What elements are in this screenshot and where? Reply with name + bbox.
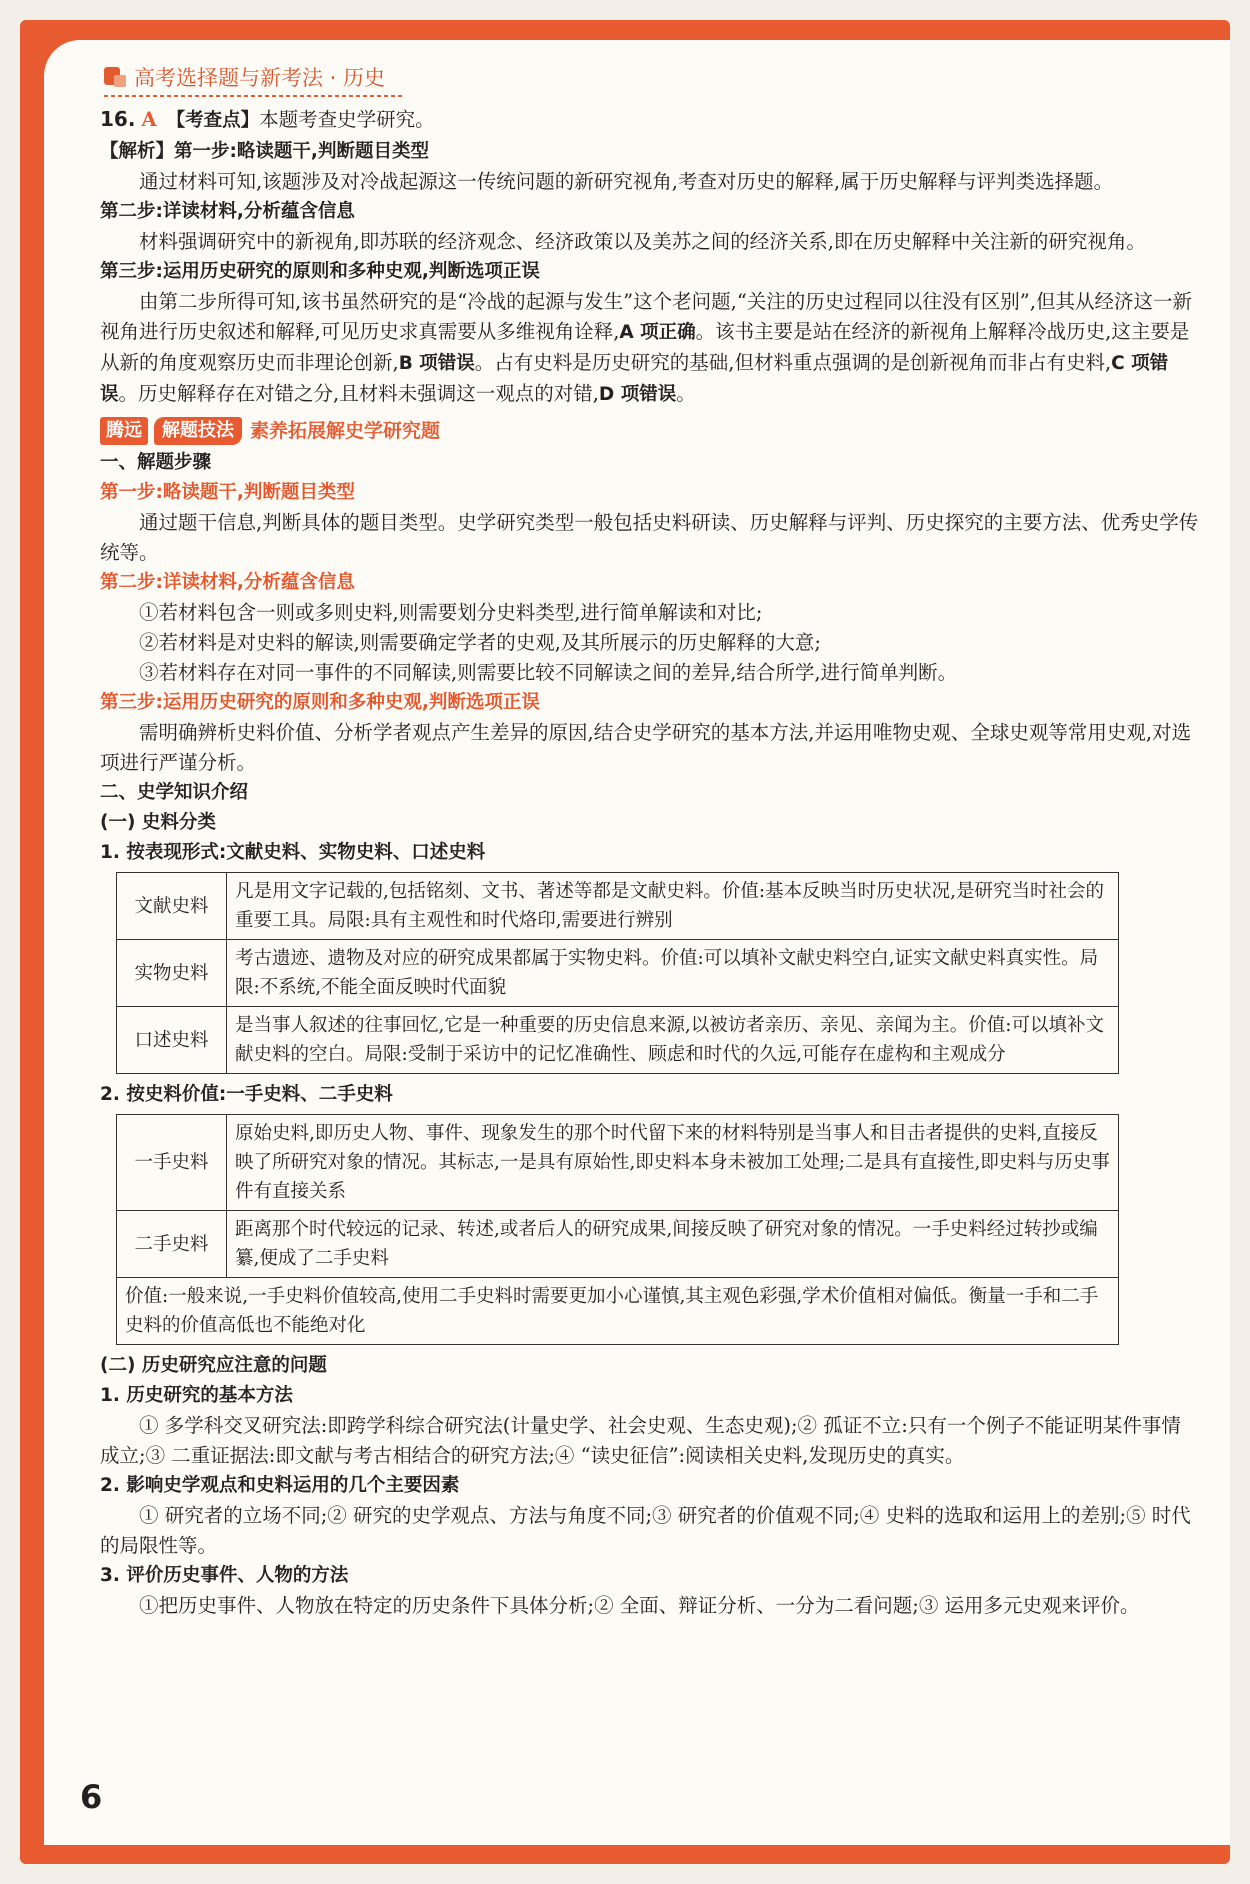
step1-text: 通过材料可知,该题涉及对冷战起源这一传统问题的新研究视角,考查对历史的解释,属于历史解释与评判类选择题。 — [139, 170, 1114, 193]
step3-text — [100, 287, 1200, 410]
table-key: 二手史料 — [117, 1211, 227, 1278]
source-value-table — [116, 1114, 1119, 1345]
step2-title: 第二步:详读材料,分析蕴含信息 — [100, 201, 355, 222]
table-key: 一手史料 — [117, 1115, 227, 1211]
option-b-verdict: B 项错误 — [398, 353, 475, 374]
analysis-step1-heading — [100, 136, 1200, 167]
table-note: 价值:一般来说,一手史料价值较高,使用二手史料时需要更加小心谨慎,其主观色彩强,学术价值相对偏低。衡量一手和二手史料的价值高低也不能绝对化 — [117, 1278, 1119, 1345]
brand-badge: 腾远 — [100, 417, 148, 445]
header-title: 高考选择题与新考法 · 历史 — [134, 66, 386, 90]
point3-text: ①把历史事件、人物放在特定的历史条件下具体分析;② 全面、辩证分析、一分为二看问题;③ 运用多元史观来评价。 — [139, 1594, 1140, 1617]
table-key: 实物史料 — [117, 940, 227, 1007]
method-step2-title: 第二步:详读材料,分析蕴含信息 — [100, 572, 355, 593]
table-value: 凡是用文字记载的,包括铭刻、文书、著述等都是文献史料。价值:基本反映当时历史状况,是研究当时社会的重要工具。局限:具有主观性和时代烙印,需要进行辨别 — [227, 873, 1119, 940]
step2-text: 材料强调研究中的新视角,即苏联的经济观念、经济政策以及美苏之间的经济关系,即在历史解释中关注新的研究视角。 — [139, 230, 1146, 253]
main-content — [100, 104, 1200, 1621]
table-row — [117, 1211, 1119, 1278]
method-banner — [100, 416, 1200, 446]
method-step1-title: 第一步:略读题干,判断题目类型 — [100, 482, 355, 503]
book-icon — [104, 67, 126, 87]
step3-text-a: 由第二步所得可知,该书虽然研究的是“冷战的起源与发生”这个老问题,“关注的历史过程同以往没有区别”,但其从经济这一新视角进行历史叙述和解释,可见历史求真需要从多维视角诠释, — [100, 290, 1192, 343]
step3-end: 。 — [676, 382, 696, 405]
kaodian-label: 【考查点】 — [166, 110, 260, 131]
method-badge: 解题技法 — [154, 417, 242, 445]
method-step1-text: 通过题干信息,判断具体的题目类型。史学研究类型一般包括史料研读、历史解释与评判、历史探究的主要方法、优秀史学传统等。 — [100, 511, 1199, 564]
section-heading-1: 一、解题步骤 — [100, 452, 212, 473]
table-value: 原始史料,即历史人物、事件、现象发生的那个时代留下来的材料特别是当事人和目击者提供的史料,直接反映了所研究对象的情况。其标志,一是具有原始性,即史料本身未被加工处理;二是具有直接性,即史料与历史事件有直接关系 — [227, 1115, 1119, 1211]
point1-title: 1. 历史研究的基本方法 — [100, 1385, 293, 1406]
method-step2-item: ②若材料是对史料的解读,则需要确定学者的史观,及其所展示的历史解释的大意; — [139, 631, 821, 654]
step1-title: 第一步:略读题干,判断题目类型 — [174, 141, 429, 162]
table-row — [117, 1278, 1119, 1345]
table-row — [117, 1007, 1119, 1074]
source-form-table — [116, 872, 1119, 1074]
section-heading-2: 二、史学知识介绍 — [100, 782, 249, 803]
method-step2-item: ③若材料存在对同一事件的不同解读,则需要比较不同解读之间的差异,结合所学,进行简单判断。 — [139, 661, 958, 684]
point3-title: 3. 评价历史事件、人物的方法 — [100, 1565, 349, 1586]
step3-text-b: 。该书主要是站在经济的新视角上解释冷战历史,这主要是从新的角度观察历史而非理论创新, — [100, 320, 1190, 374]
method-step3-text: 需明确辨析史料价值、分析学者观点产生差异的原因,结合史学研究的基本方法,并运用唯物史观、全球史观等常用史观,对选项进行严谨分析。 — [100, 721, 1192, 774]
option-c-verdict: C 项错误 — [100, 353, 1169, 405]
table-key: 口述史料 — [117, 1007, 227, 1074]
option-d-verdict: D 项错误 — [598, 384, 677, 405]
point1-text: ① 多学科交叉研究法:即跨学科综合研究法(计量史学、社会史观、生态史观);② 孤证不立:只有一个例子不能证明某件事情成立;③ 二重证据法:即文献与考古相结合的研究方法;④ “读史征信”:阅读相关史料,发现历史的真实。 — [100, 1414, 1181, 1467]
table-value: 距离那个时代较远的记录、转述,或者后人的研究成果,间接反映了研究对象的情况。一手史料经过转抄或编纂,便成了二手史料 — [227, 1211, 1119, 1278]
subsection-heading-1: (一) 史料分类 — [100, 812, 216, 833]
question-answer: A — [141, 108, 157, 131]
subsection-heading-2: (二) 历史研究应注意的问题 — [100, 1355, 327, 1376]
header-divider — [104, 95, 404, 97]
table-value: 考古遗迹、遗物及对应的研究成果都属于实物史料。价值:可以填补文献史料空白,证实文献史料真实性。局限:不系统,不能全面反映时代面貌 — [227, 940, 1119, 1007]
table-row — [117, 1115, 1119, 1211]
question-number: 16. — [100, 107, 136, 131]
point2-text: ① 研究者的立场不同;② 研究的史学观点、方法与角度不同;③ 研究者的价值观不同;④ 史料的选取和运用上的差别;⑤ 时代的局限性等。 — [100, 1504, 1191, 1557]
analysis-label: 【解析】 — [100, 141, 175, 162]
table-row — [117, 873, 1119, 940]
table-key: 文献史料 — [117, 873, 227, 940]
table2-title: 2. 按史料价值:一手史料、二手史料 — [100, 1084, 393, 1105]
banner-title: 素养拓展解史学研究题 — [250, 420, 441, 442]
point2-title: 2. 影响史学观点和史料运用的几个主要因素 — [100, 1475, 460, 1496]
table-value: 是当事人叙述的往事回忆,它是一种重要的历史信息来源,以被访者亲历、亲见、亲闻为主。价值:可以填补文献史料的空白。局限:受制于采访中的记忆准确性、顾虑和时代的久远,可能存在虚构和主观成分 — [227, 1007, 1119, 1074]
step3-text-d: 。历史解释存在对错之分,且材料未强调这一观点的对错, — [118, 382, 599, 405]
table-row — [117, 940, 1119, 1007]
option-a-verdict: A 项正确 — [619, 322, 696, 343]
q16-line — [100, 104, 1200, 136]
method-step2-item: ①若材料包含一则或多则史料,则需要划分史料类型,进行简单解读和对比; — [139, 601, 763, 624]
running-header — [104, 62, 385, 92]
step3-title: 第三步:运用历史研究的原则和多种史观,判断选项正误 — [100, 261, 540, 282]
kaodian-text: 本题考查史学研究。 — [259, 108, 435, 131]
method-step3-title: 第三步:运用历史研究的原则和多种史观,判断选项正误 — [100, 692, 540, 713]
table1-title: 1. 按表现形式:文献史料、实物史料、口述史料 — [100, 842, 486, 863]
page-number: 6 — [80, 1778, 103, 1816]
step3-text-c: 。占有史料是历史研究的基础,但材料重点强调的是创新视角而非占有史料, — [474, 351, 1112, 374]
